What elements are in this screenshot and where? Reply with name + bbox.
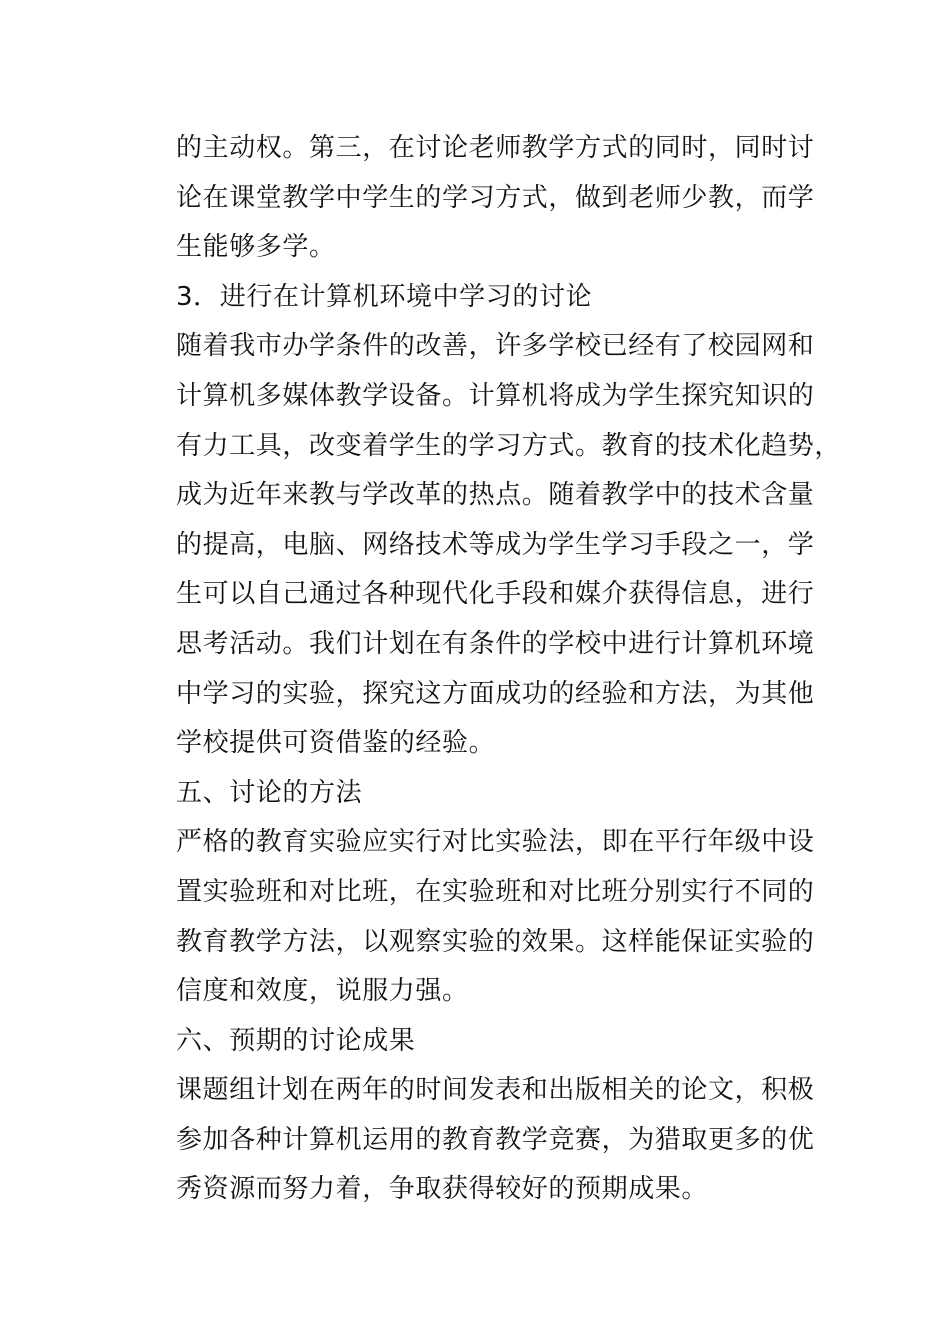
paragraph-line: 论在课堂教学中学生的学习方式，做到老师少教，而学 [176, 182, 815, 213]
section-heading: 六、预期的讨论成果 [176, 1025, 416, 1056]
section-heading: 五、讨论的方法 [176, 777, 363, 808]
paragraph-line: 生可以自己通过各种现代化手段和媒介获得信息，进行 [176, 579, 815, 610]
paragraph-line: 课题组计划在两年的时间发表和出版相关的论文，积极 [176, 1075, 815, 1106]
paragraph-line: 生能够多学。 [176, 232, 336, 263]
paragraph-line: 中学习的实验，探究这方面成功的经验和方法，为其他 [176, 678, 815, 709]
paragraph-line: 有力工具，改变着学生的学习方式。教育的技术化趋势， [176, 430, 842, 461]
paragraph-line: 随着我市办学条件的改善，许多学校已经有了校园网和 [176, 331, 815, 362]
paragraph-line: 的主动权。第三，在讨论老师教学方式的同时，同时讨 [176, 133, 815, 163]
paragraph-line: 置实验班和对比班，在实验班和对比班分别实行不同的 [176, 876, 815, 907]
section-heading: 3．进行在计算机环境中学习的讨论 [176, 281, 593, 312]
paragraph-line: 信度和效度，说服力强。 [176, 976, 469, 1007]
paragraph-line: 成为近年来教与学改革的热点。随着教学中的技术含量 [176, 480, 815, 511]
paragraph-line: 学校提供可资借鉴的经验。 [176, 728, 496, 759]
paragraph-line: 秀资源而努力着，争取获得较好的预期成果。 [176, 1174, 709, 1205]
paragraph-line: 的提高，电脑、网络技术等成为学生学习手段之一，学 [176, 529, 815, 560]
paragraph-line: 思考活动。我们计划在有条件的学校中进行计算机环境 [176, 628, 815, 659]
paragraph-line: 参加各种计算机运用的教育教学竞赛，为猎取更多的优 [176, 1124, 815, 1155]
paragraph-line: 严格的教育实验应实行对比实验法，即在平行年级中设 [176, 827, 815, 858]
paragraph-line: 计算机多媒体教学设备。计算机将成为学生探究知识的 [176, 380, 815, 411]
paragraph-line: 教育教学方法，以观察实验的效果。这样能保证实验的 [176, 926, 815, 957]
document-body [176, 124, 842, 1215]
